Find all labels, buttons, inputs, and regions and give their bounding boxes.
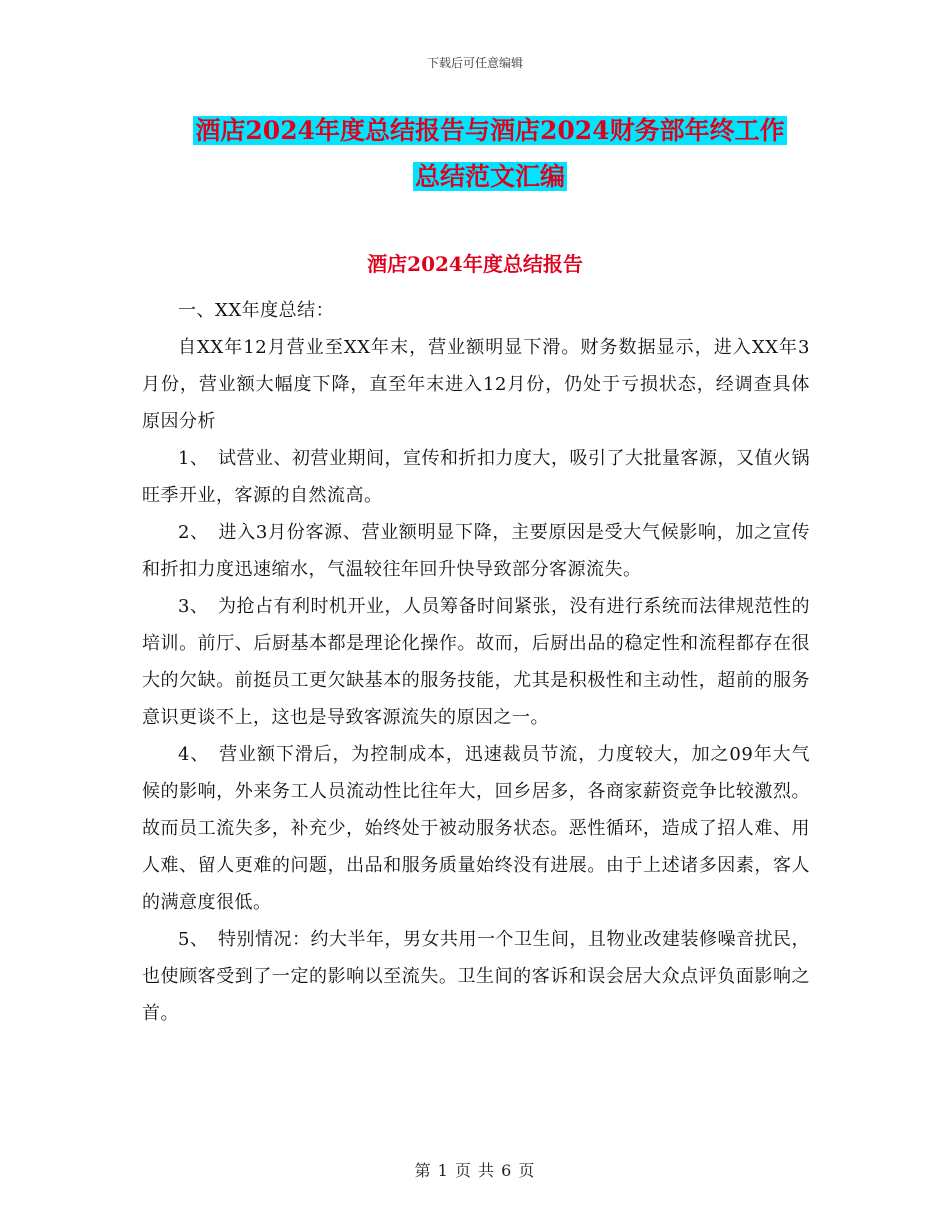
paragraph-item-4: 4、 营业额下滑后，为控制成本，迅速裁员节流，力度较大，加之09年大气候的影响，外来务工人员流动性比往年大，回乡居多，各商家薪资竞争比较激烈。故而员工流失多，补充少，始终处于被动服务状态。恶性循环，造成了招人难、用人难、留人更难的问题，出品和服务质量始终没有进展。由于上述诸多因素，客人的满意度很低。 [142,744,810,913]
document-body [142,292,810,1032]
paragraph-item-1: 1、 试营业、初营业期间，宣传和折扣力度大，吸引了大批量客源，又值火锅旺季开业，客源的自然流高。 [142,448,810,506]
paragraph-item-5: 5、 特别情况：约大半年，男女共用一个卫生间，且物业改建装修噪音扰民，也使顾客受到了一定的影响以至流失。卫生间的客诉和误会居大众点评负面影响之首。 [142,929,810,1024]
paragraph-intro: 自XX年12月营业至XX年末，营业额明显下滑。财务数据显示，进入XX年3月份，营业额大幅度下降，直至年末进入12月份，仍处于亏损状态，经调查具体原因分析 [142,337,810,432]
paragraph-item-3: 3、 为抢占有利时机开业，人员筹备时间紧张，没有进行系统而法律规范性的培训。前厅、后厨基本都是理论化操作。故而，后厨出品的稳定性和流程都存在很大的欠缺。前挺员工更欠缺基本的服务技能，尤其是积极性和主动性，超前的服务意识更谈不上，这也是导致客源流失的原因之一。 [142,596,810,728]
document-title-line-2: 总结范文汇编 [414,162,565,191]
page-header-note: 下载后可任意编辑 [426,56,523,70]
document-title-line-1: 酒店2024年度总结报告与酒店2024财务部年终工作 [195,116,785,145]
section-title: 酒店2024年度总结报告 [367,252,583,276]
page-number-footer: 第 1 页 共 6 页 [414,1161,536,1180]
paragraph-heading: 一、XX年度总结： [178,300,335,321]
document-title [170,108,810,200]
paragraph-item-2: 2、 进入3月份客源、营业额明显下降，主要原因是受大气候影响，加之宣传和折扣力度迅速缩水，气温较往年回升快导致部分客源流失。 [142,522,810,580]
